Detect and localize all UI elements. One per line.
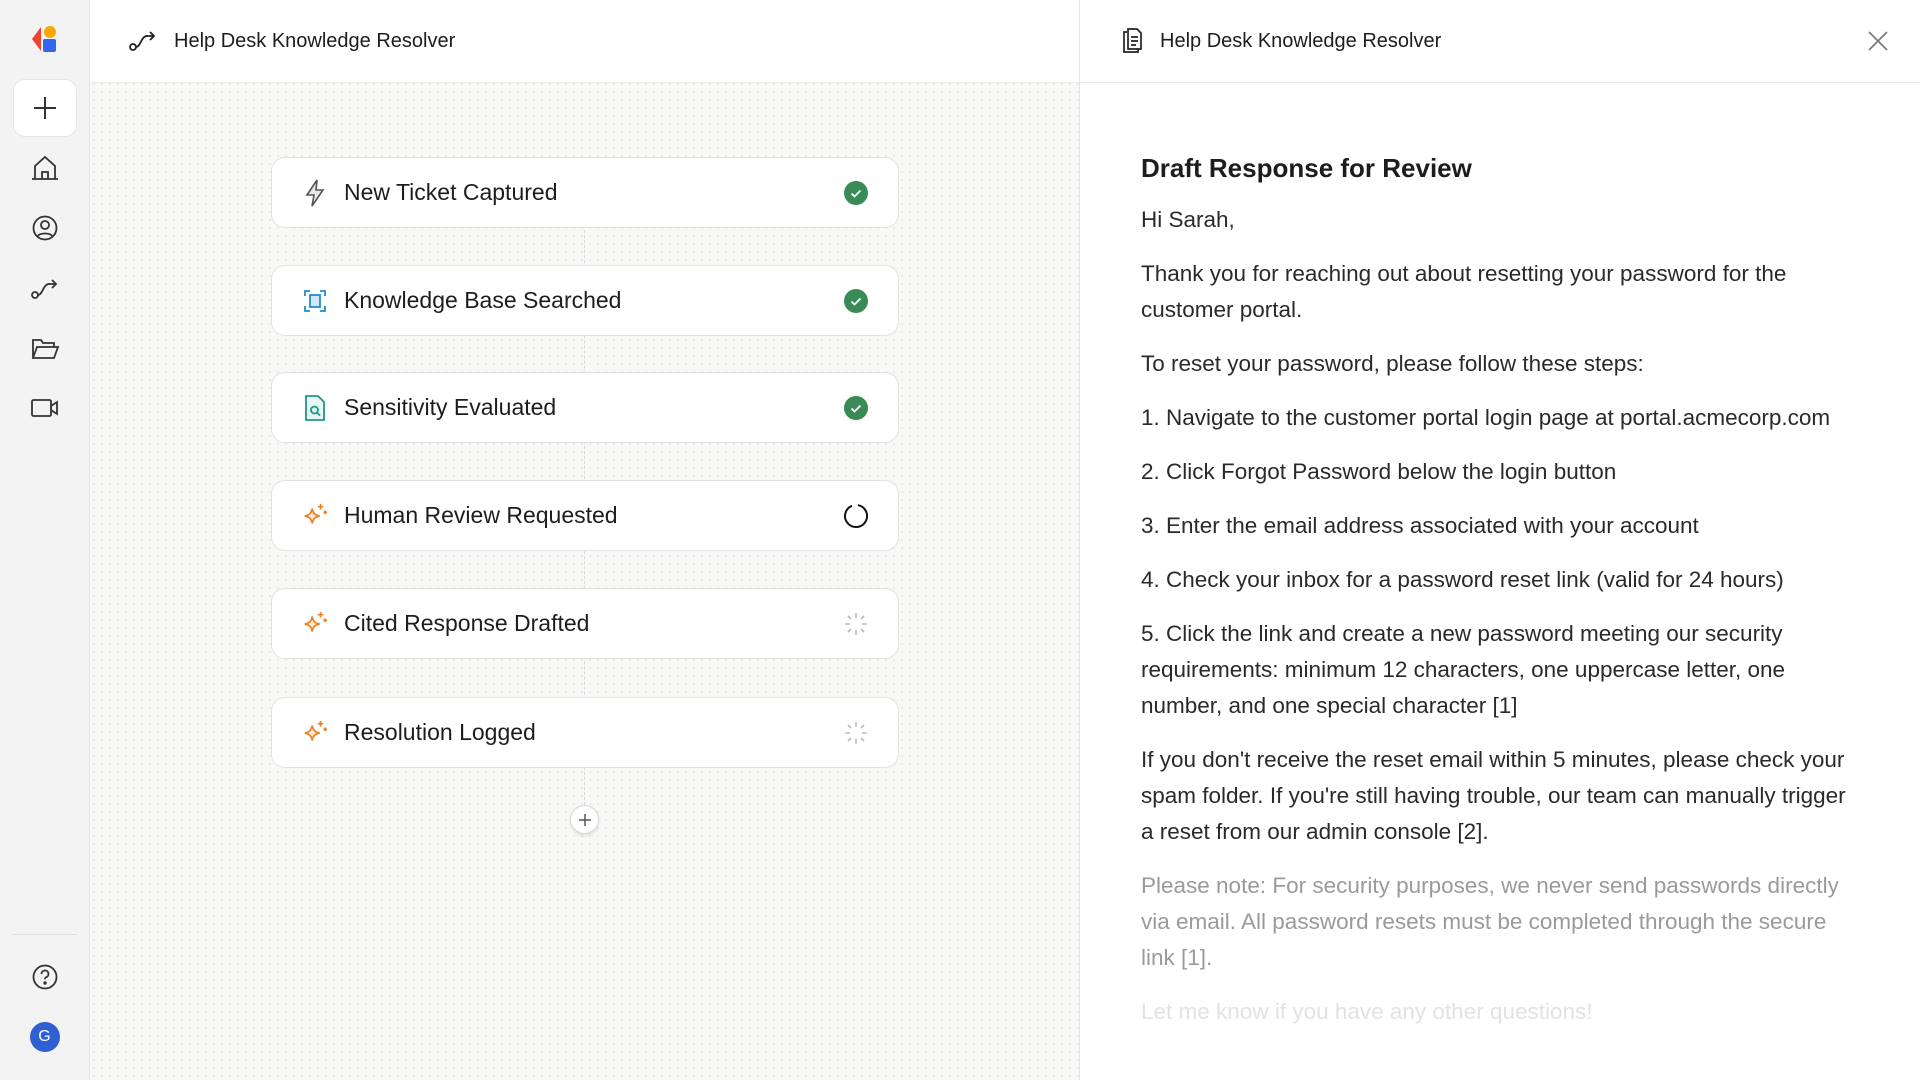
step-label: New Ticket Captured [344,179,558,205]
workflow-title: Help Desk Knowledge Resolver [174,29,456,52]
sparkle-icon [302,611,328,637]
workflow-step[interactable] [271,480,899,551]
paragraph: Thank you for reaching out about resetting your password for the customer portal. [1141,261,1787,322]
user-circle-icon [31,214,59,242]
canvas-header [90,0,1079,83]
pending-spinner-icon [842,719,870,747]
help-button[interactable] [31,963,59,991]
paragraph: 2. Click Forgot Password below the login button [1141,459,1617,484]
paragraph: 1. Navigate to the customer portal login page at portal.acmecorp.com [1141,405,1831,430]
close-icon [1866,29,1890,53]
video-icon [30,397,60,419]
workflow-step[interactable] [271,697,899,768]
step-label: Cited Response Drafted [344,610,590,636]
close-button[interactable] [1866,29,1890,58]
paragraph: 4. Check your inbox for a password reset link (valid for 24 hours) [1141,567,1784,592]
check-circle-icon [842,287,870,315]
paragraph: To reset your password, please follow these steps: [1141,351,1644,376]
scan-icon [302,288,328,314]
document-icon [1120,28,1144,54]
sidebar-item-profile[interactable] [31,214,59,242]
add-step-button[interactable] [570,805,599,834]
folder-icon [30,337,60,361]
plus-icon [578,813,592,827]
workflow-canvas [90,0,1079,1080]
sparkle-icon [302,720,328,746]
workflow-icon [128,29,158,53]
check-circle-icon [842,179,870,207]
step-label: Sensitivity Evaluated [344,394,557,420]
workflow-icon [30,277,60,301]
sidebar-item-files[interactable] [30,337,60,361]
workflow-step[interactable] [271,372,899,443]
sidebar-item-home[interactable] [30,154,60,182]
step-label: Resolution Logged [344,719,536,745]
sparkle-icon [302,503,328,529]
paragraph: Hi Sarah, [1141,207,1235,232]
draft-heading: Draft Response for Review [1141,153,1472,183]
avatar[interactable]: G [30,1022,60,1052]
workflow-step[interactable] [271,157,899,228]
workflow-step[interactable] [271,265,899,336]
paragraph: If you don't receive the reset email within 5 minutes, please check your spam folder. If you're still having trouble, our team can manually trigger a reset from our admin console [2]. [1141,747,1846,844]
sidebar-item-recordings[interactable] [30,397,60,419]
step-label: Human Review Requested [344,502,618,528]
workflow-step[interactable] [271,588,899,659]
pending-spinner-icon [842,610,870,638]
help-icon [31,963,59,991]
paragraph: Please note: For security purposes, we never send passwords directly via email. All password resets must be completed through the secure link [1]. [1141,873,1839,970]
loading-ring-icon [842,502,870,530]
sidebar [0,0,90,1080]
lightning-icon [302,180,328,206]
step-label: Knowledge Base Searched [344,287,622,313]
response-panel [1079,0,1920,1080]
panel-header [1080,0,1920,83]
plus-icon [32,95,58,121]
panel-title: Help Desk Knowledge Resolver [1160,29,1442,52]
home-icon [30,154,60,182]
paragraph: 5. Click the link and create a new password meeting our security requirements: minimum 12 characters, one uppercase letter, one number, and one special character [1] [1141,621,1786,718]
sidebar-divider [12,934,77,935]
document-search-icon [302,395,328,421]
paragraph: Let me know if you have any other questions! [1141,999,1593,1024]
app-logo[interactable] [30,24,60,54]
paragraph: 3. Enter the email address associated with your account [1141,513,1699,538]
new-button[interactable] [13,79,77,137]
sidebar-item-workflows[interactable] [30,277,60,301]
check-circle-icon [842,394,870,422]
draft-response [1141,148,1861,1048]
